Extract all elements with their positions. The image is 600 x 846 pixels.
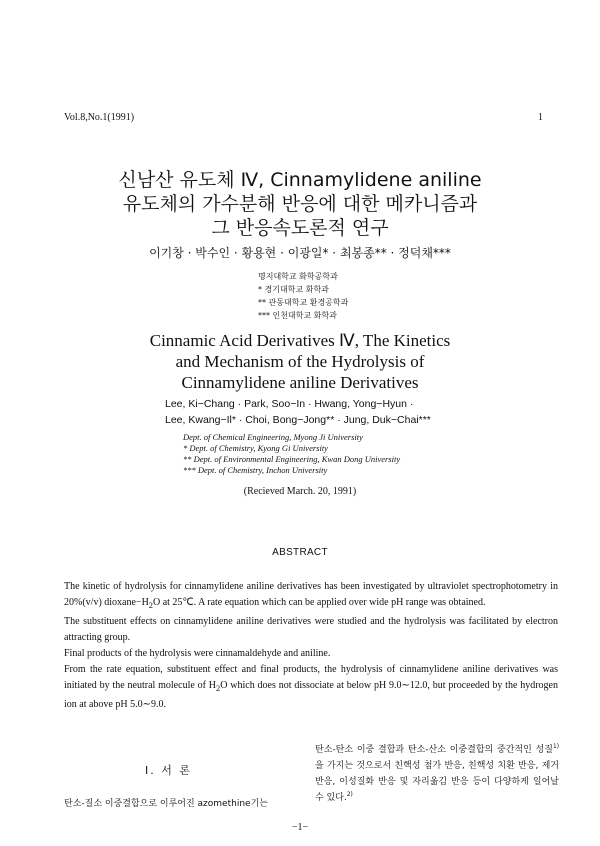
abstract-paragraph: The substituent effects on cinnamylidene aniline derivatives were studied and the hydrolysis was facilitated by electron attracting group. [64, 616, 558, 643]
korean-title-line: 유도체의 가수분해 반응에 대한 메카니즘과 [122, 193, 478, 215]
korean-affiliation: ** 관동대학교 환경공학과 [258, 298, 349, 307]
abstract-paragraph: From the rate equation, substituent effect and final products, the hydrolysis of cinnamylidene aniline derivatives was initiated by the neutral molecule of $H_2O$ which does not dissociate at below pH 9.0∼12.0, but proceeded by the hydrogen ion at above pH 5.0∼9.0. [64, 664, 558, 710]
korean-affiliation: 명지대학교 화학공학과 [258, 272, 338, 281]
korean-affiliations [258, 270, 348, 322]
page-folio: −1− [291, 822, 309, 833]
english-title [0, 330, 600, 393]
korean-title-line: 신남산 유도체 Ⅳ, Cinnamylidene aniline [118, 169, 482, 191]
english-affiliation: *** Dept. of Chemistry, Inchon University [183, 465, 328, 475]
english-affiliation: ** Dept. of Environmental Engineering, Kwan Dong University [183, 454, 401, 464]
intro-left-column: 탄소-질소 이중결합으로 이루어진 azomethine기는 [64, 799, 268, 809]
korean-authors: 이기창 · 박수인 · 황용현 · 이광일* · 최봉종** · 정덕채*** [149, 246, 451, 260]
page-number: 1 [538, 112, 543, 123]
abstract-heading: ABSTRACT [272, 547, 328, 558]
english-affiliation: * Dept. of Chemistry, Kyong Gi University [183, 443, 328, 453]
english-authors-line: Lee, Kwang−Il* · Choi, Bong−Jong** · Jung, Duk−Chai*** [165, 414, 431, 426]
abstract-body [64, 579, 558, 713]
english-title-line: Cinnamic Acid Derivatives Ⅳ, The Kinetics [149, 331, 451, 350]
abstract-paragraph: The kinetic of hydrolysis for cinnamylidene aniline derivatives has been investigated by ultraviolet spectrophotometry in 20%(v/v) $dioxane-H_2O$ at 25℃. A rate equation which can be applied over wide pH range was obtained. [64, 581, 558, 610]
korean-title [0, 168, 600, 240]
journal-volume: Vol.8,No.1(1991) [64, 112, 135, 123]
english-affiliation: Dept. of Chemical Engineering, Myong Ji University [183, 432, 363, 442]
korean-title-line: 그 반응속도론적 연구 [211, 217, 389, 239]
english-authors [165, 396, 431, 428]
english-affiliations [183, 432, 400, 476]
english-authors-line: Lee, Ki−Chang · Park, Soo−In · Hwang, Yong−Hyun · [165, 398, 414, 410]
abstract-paragraph: Final products of the hydrolysis were cinnamaldehyde and aniline. [64, 648, 331, 659]
intro-paragraph: 탄소-탄소 이중 결합과 탄소-산소 이중결합의 중간적인 성질$^{1)}$을 가지는 것으로서 친핵성 첨가 반응, 친핵성 치환 반응, 제거 반응, 이성질화 반응 및 자리옮김 반응 등이 다양하게 일어날 수 있다.$^{2)}$ [315, 744, 559, 803]
english-title-line: and Mechanism of the Hydrolysis of [175, 352, 425, 371]
korean-affiliation: *** 인천대학교 화학과 [258, 311, 337, 320]
korean-affiliation: * 경기대학교 화학과 [258, 285, 329, 294]
section-heading: Ⅰ. 서 론 [145, 764, 192, 777]
english-title-line: Cinnamylidene aniline Derivatives [181, 373, 419, 392]
received-date: (Recieved March. 20, 1991) [243, 486, 357, 497]
intro-right-column [315, 742, 559, 806]
